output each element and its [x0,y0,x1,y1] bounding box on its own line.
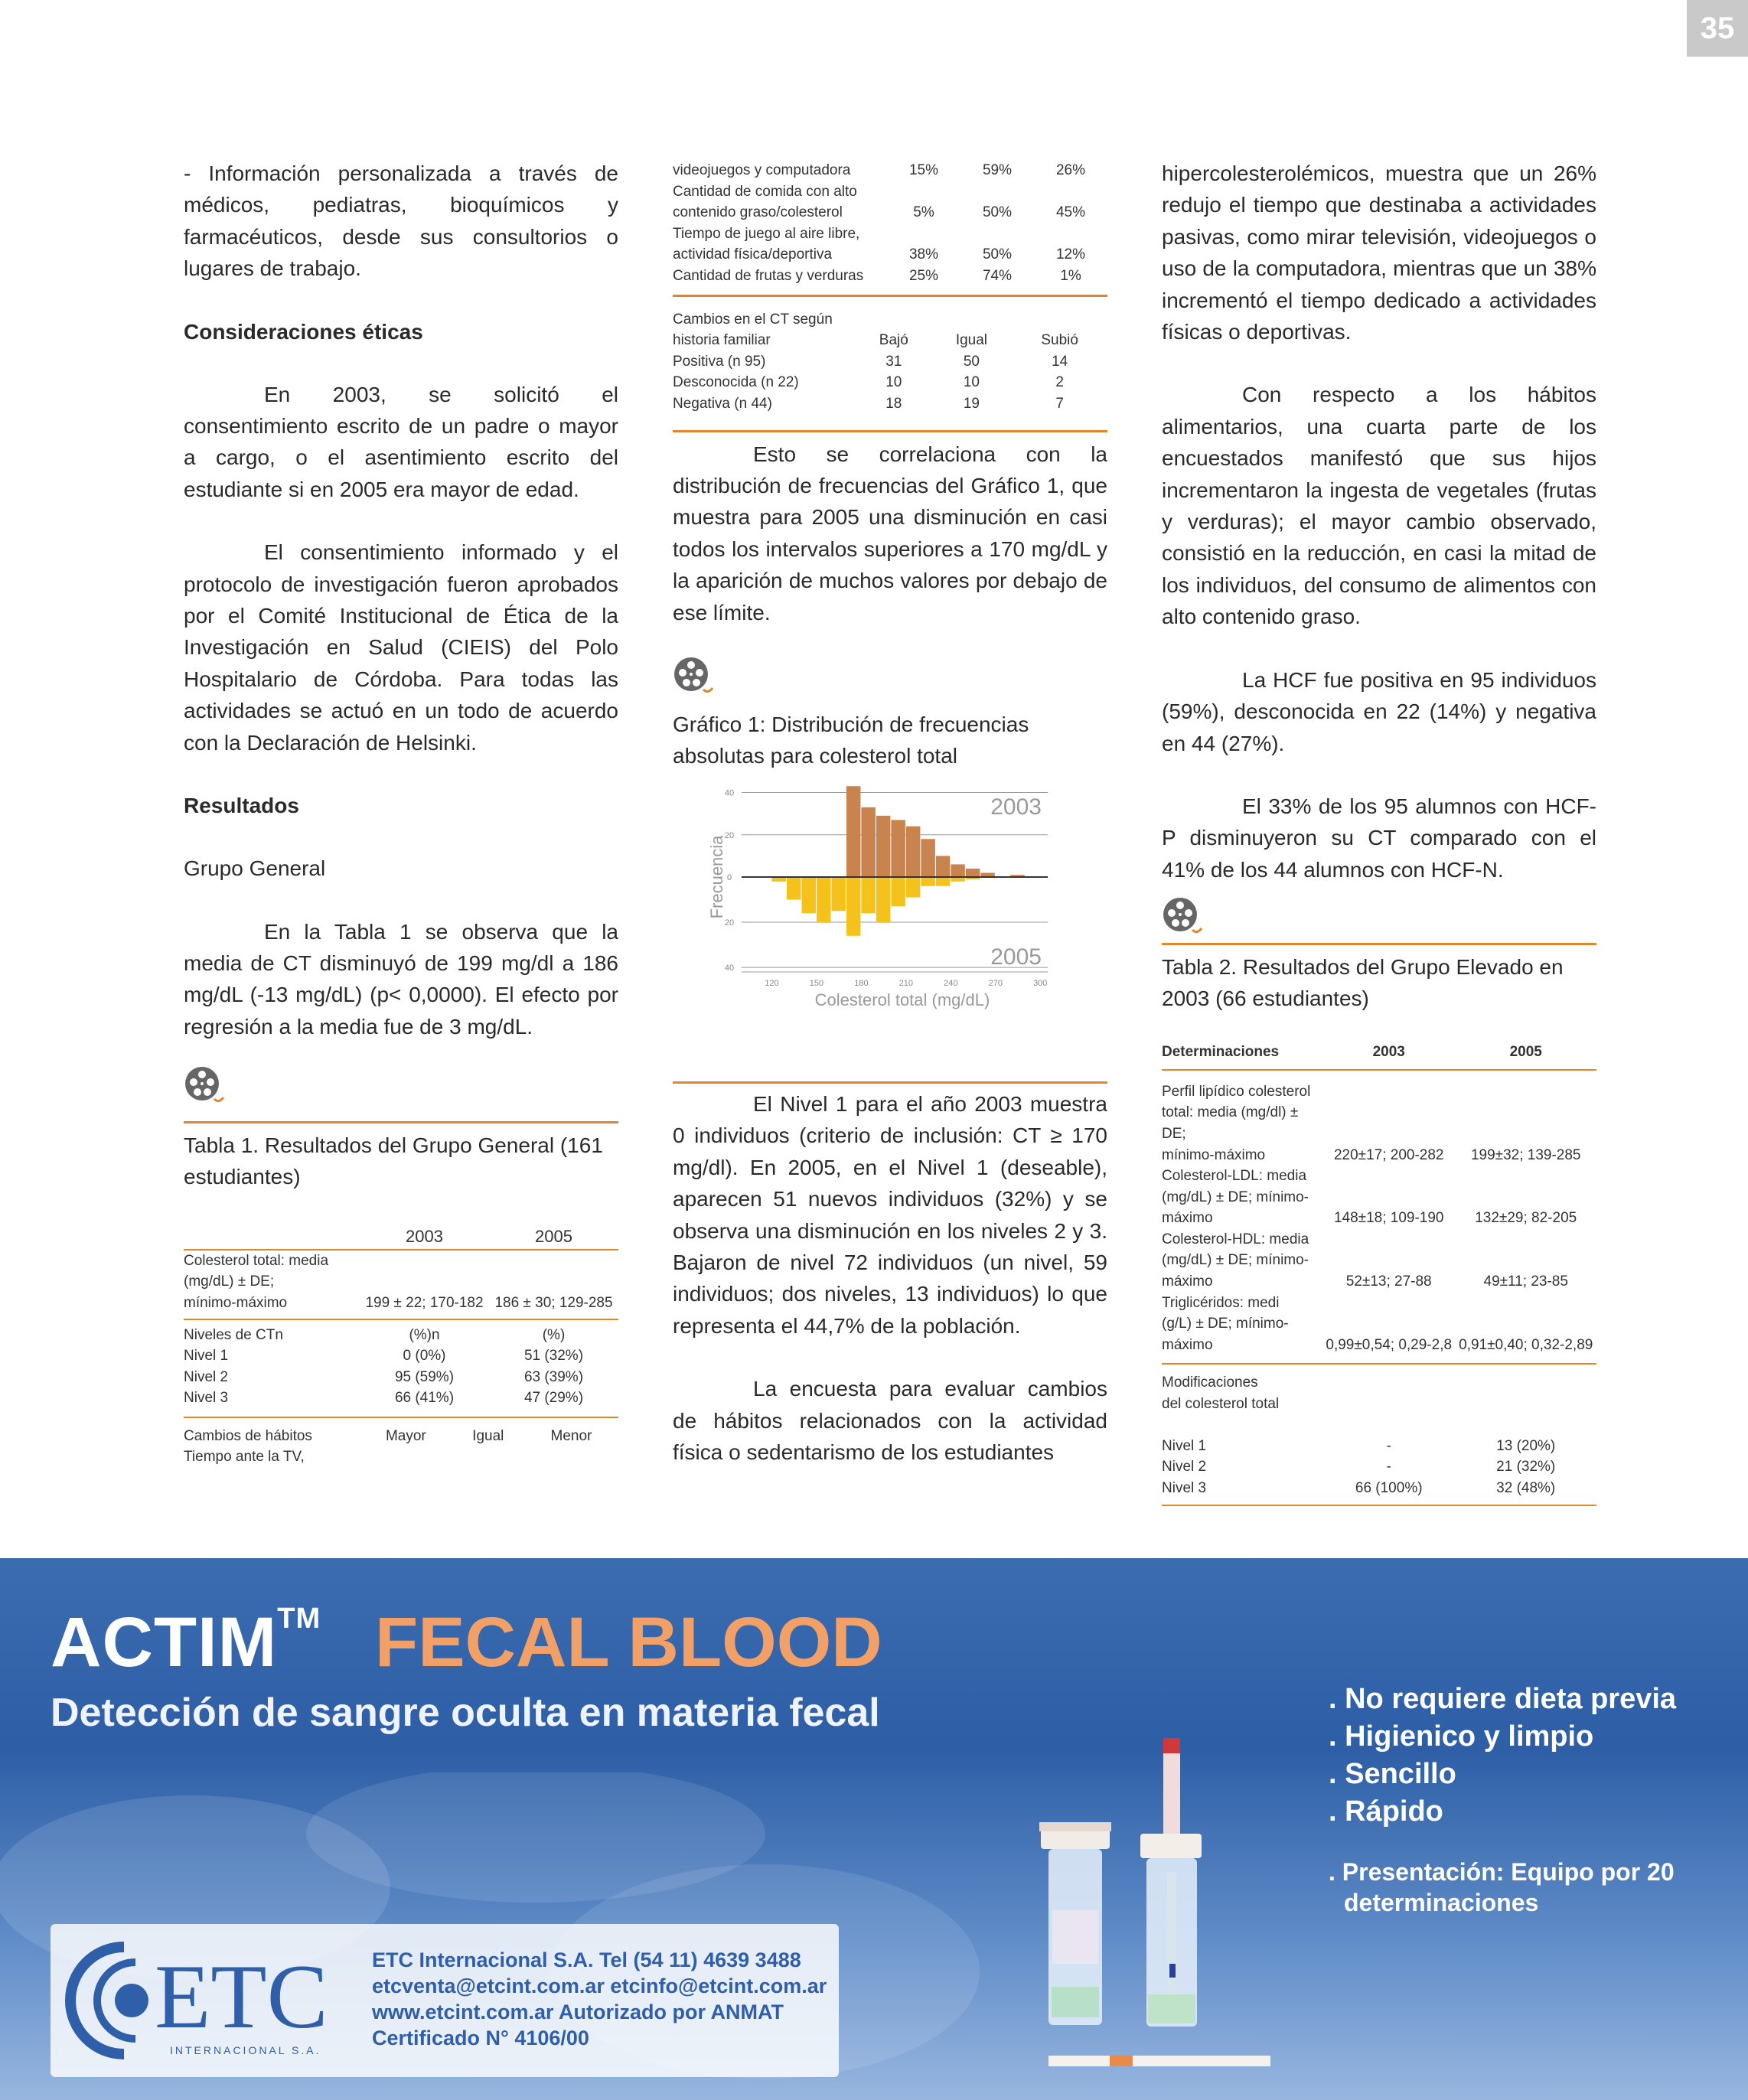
x-axis-label: Colesterol total (mg/dL) [814,990,990,1009]
chart-caption: Gráfico 1: Distribución de frecuencias absolutas para colesterol total [673,712,1029,768]
table-1 [184,1226,618,1426]
table-row: Perfil lipídico colesterol total: media (mg/dl) ± DE; mínimo-máximo 220±17; 200-282 199±32; 139-285 [1162,1083,1581,1163]
table-row: Desconocida (n 22) 10 10 2 [673,374,1064,391]
paragraph-33-percent: El 33% de los 95 alumnos con HCF-P disminuyeron su CT comparado con el 41% de los 44 alumnos con HCF-N. [1162,794,1596,882]
table1-habits-label: Cambios de hábitos [184,1427,312,1444]
table-row: Colesterol-HDL: media (mg/dL) ± DE; mínimo- máximo 52±13; 27-88 49±11; 23-85 [1162,1231,1568,1290]
column-1 [184,158,618,1468]
bar-2005 [891,877,905,906]
bar-2003 [891,820,905,877]
column-2 [673,158,1107,1468]
series-label-2005: 2005 [990,944,1042,970]
y-tick-label: 0 [726,872,732,882]
table1-caption: Tabla 1. Resultados del Grupo General (161 estudiantes) [184,1133,603,1189]
film-reel-icon [184,1065,225,1107]
ad-bullet: . Sencillo [1329,1758,1456,1790]
table1-habits-menor: Menor [550,1427,592,1444]
ct-history-header: historia familiar [673,332,771,349]
company-phone: ETC Internacional S.A. Tel (54 11) 4639 3488 [372,1948,801,1971]
table2-mod-label: del colesterol total [1162,1396,1280,1413]
table-row: Negativa (n 44) 18 19 7 [673,395,1064,412]
paragraph-correlation: Esto se correlaciona con la distribución de frecuencias del Gráfico 1, que muestra para 2005 una disminución en casi todos los intervalos superiores a 170 mg/dL y la aparición de muchos valores por debajo de ese límite. [673,442,1107,624]
ad-bullets [1329,1681,1676,1831]
bar-2003 [936,856,950,877]
ct-col-igual: Igual [955,332,988,349]
table-row: Nivel 2 95 (59%) 63 (39%) [184,1368,584,1385]
bar-2003 [906,827,920,877]
table1-ct-label: (mg/dL) ± DE; [184,1273,275,1290]
x-tick-label: 270 [988,978,1003,988]
table1-cell: (%)n [409,1326,440,1343]
heading-results: Resultados [184,794,299,818]
table2-col-2005: 2005 [1509,1044,1542,1061]
bar-2005 [801,877,815,913]
bar-2005 [817,877,830,922]
bar-2003 [951,864,964,877]
table-row: Colesterol-LDL: media (mg/dL) ± DE; mínimo- máximo 148±18; 109-190 132±29; 82-205 [1162,1168,1577,1227]
y-tick-label: 20 [724,918,735,928]
table-row: Nivel 3 66 (41%) 47 (29%) [184,1390,584,1407]
table1-cell: (%) [542,1326,566,1343]
film-reel-icon [673,656,714,697]
paragraph-hcf: La HCF fue positiva en 95 individuos (59%), desconocida en 22 (14%) y negativa en 44 (27%). [1162,667,1596,755]
table-row: Positiva (n 95) 31 50 14 [673,353,1068,370]
y-tick-label: 40 [724,788,735,798]
table2-col-det: Determinaciones [1162,1044,1280,1061]
y-axis-label: Frecuencia [707,835,726,919]
table1-ct-label: mínimo-máximo [184,1294,288,1311]
bar-2005 [861,877,875,913]
table-1-habits-header [184,1426,618,1468]
table1-ct-label: Colesterol total: media [184,1252,329,1269]
table1-cell: 199 ± 22; 170-182 [365,1294,484,1311]
table1-cell: 186 ± 30; 129-285 [494,1294,613,1311]
page-number: 35 [1687,0,1748,57]
frequency-chart [673,781,1107,1033]
ad-presentation-line: determinaciones [1344,1889,1539,1916]
ct-history-header: Cambios en el CT según [673,311,833,328]
paragraph-survey: La encuesta para evaluar cambios de hábitos relacionados con la actividad física o sedentarismo de los estudiantes [673,1377,1107,1465]
table-row: Nivel 2 - 21 (32%) [1162,1459,1556,1476]
table2-mod-label: Modificaciones [1162,1374,1258,1391]
bar-2005 [876,877,890,922]
table1-habits-igual: Igual [472,1427,504,1444]
table-ct-family-history [673,309,1107,415]
x-tick-label: 150 [809,978,824,988]
advertisement-banner [0,1558,1748,2100]
table-2 [1162,1042,1596,1512]
bar-2005 [831,877,845,911]
table1-levels-header: Niveles de CTn [184,1326,283,1343]
ct-col-bajo: Bajó [879,332,908,349]
film-reel-icon [1162,896,1203,938]
bar-2003 [921,839,934,877]
bar-2003 [966,869,980,877]
company-email: etcventa@etcint.com.ar etcinfo@etcint.com.ar [372,1974,827,1997]
paragraph-information: - Información personalizada a través de médicos, pediatras, bioquímicos y farmacéuticos, desde sus consultorios o lugares de trabajo. [184,161,618,281]
ad-bullet: . Higienico y limpio [1329,1720,1594,1753]
bar-2003 [861,807,875,877]
column-3 [1162,158,1596,1512]
etc-logo-subtext: INTERNACIONAL S.A. [170,2044,321,2056]
series-label-2003: 2003 [990,794,1042,820]
bar-2005 [921,877,934,886]
bar-2003 [846,786,860,877]
paragraph-consent: En 2003, se solicitó el consentimiento escrito de un padre o mayor a cargo, o el asentimiento escrito del estudiante si en 2005 era mayor de edad. [184,382,618,501]
etc-logo [63,1932,384,2069]
table-row: Cantidad de frutas y verduras 25% 74% 1% [673,267,1081,284]
table-row: Nivel 1 0 (0%) 51 (32%) [184,1348,584,1365]
y-tick-label: 20 [724,830,735,840]
company-info-box [51,1924,839,2077]
bar-2003 [876,816,890,877]
bar-2005 [787,877,801,900]
y-tick-label: 40 [724,964,735,973]
paragraph-hypercholesterolemic: hipercolesterolémicos, muestra que un 26% redujo el tiempo que destinaba a actividades pasivas, como mirar televisión, videojuegos o uso de la computadora, mientras que un 38% incrementó el tiempo dedicado a actividades físicas o deportivas. [1162,161,1596,344]
company-contact [372,1947,827,2051]
ad-presentation [1329,1857,1675,1918]
bar-2005 [906,877,920,898]
table2-col-2003: 2003 [1372,1044,1405,1061]
test-kit-image [1018,1734,1293,2094]
table-row: Cantidad de comida con alto contenido graso/colesterol 5% 50% 45% [673,183,1086,221]
table1-col-2005: 2005 [535,1227,572,1247]
ad-title-brand: ACTIM™ [51,1603,321,1681]
subheading-general-group: Grupo General [184,856,326,881]
ad-presentation-line: . Presentación: Equipo por 20 [1329,1858,1675,1886]
x-tick-label: 120 [765,978,779,988]
paragraph-protocol: El consentimiento informado y el protocolo de investigación fueron aprobados por el Comité Institucional de Ética de la Investigación en Salud (CIEIS) del Polo Hospitalario de Córdoba. Para todas las actividades se actuó en un todo de acuerdo con la Declaración de Helsinki. [184,540,618,755]
company-website: www.etcint.com.ar Autorizado por ANMAT [372,2001,784,2023]
company-certificate: Certificado N° 4106/00 [372,2027,589,2049]
ct-col-subio: Subió [1041,332,1078,349]
paragraph-nivel1: El Nivel 1 para el año 2003 muestra 0 individuos (criterio de inclusión: CT ≥ 170 mg/dl). En 2005, en el Nivel 1 (deseable), aparecen 51 nuevos individuos (32%) y se observa una disminución en los niveles 2 y 3. Bajaron de nivel 72 individuos (un nivel, 59 individuos; dos niveles, 13 individuos) lo que representa el 44,7% de la población. [673,1091,1107,1338]
paragraph-table1-summary: En la Tabla 1 se observa que la media de CT disminuyó de 199 mg/dl a 186 mg/dL (-13 mg/dL) (p< 0,0000). El efecto por regresión a la media fue de 3 mg/dL. [184,919,618,1039]
ad-bullet: . No requiere dieta previa [1329,1683,1677,1715]
heading-ethics: Consideraciones éticas [184,319,423,344]
x-tick-label: 240 [944,978,958,988]
bar-2005 [846,877,860,936]
ad-subtitle: Detección de sangre oculta en materia fecal [51,1691,880,1735]
table1-habits-mayor: Mayor [385,1427,426,1444]
paragraph-dietary-habits: Con respecto a los hábitos alimentarios, una cuarta parte de los encuestados manifestó que sus hijos incrementaron la ingesta de vegetales (frutas y verduras); el mayor cambio observado, consistió en la reducción, en casi la mitad de los individuos, del consumo de alimentos con alto contenido graso. [1162,383,1596,629]
table-row: Nivel 3 66 (100%) 32 (48%) [1162,1479,1556,1496]
x-tick-label: 180 [854,978,869,988]
table2-caption: Tabla 2. Resultados del Grupo Elevado en 2003 (66 estudiantes) [1162,955,1564,1011]
bar-2005 [936,877,950,886]
x-tick-label: 210 [898,978,914,988]
table1-col-2003: 2003 [406,1227,443,1247]
table-row: Triglicéridos: medi (g/L) ± DE; mínimo- máximo 0,99±0,54; 0,29-2,8 0,91±0,40; 0,32-2,89 [1162,1294,1593,1353]
x-tick-label: 300 [1033,978,1048,988]
table-row: Tiempo de juego al aire libre, actividad física/deportiva 38% 50% 12% [673,225,1086,263]
table-1-habits [673,160,1107,287]
ad-bullet: . Rápido [1329,1795,1443,1828]
table-row: Nivel 1 - 13 (20%) [1162,1437,1556,1454]
etc-logo-text: ETC [155,1945,328,2047]
ad-title-product: FECAL BLOOD [375,1603,882,1681]
table-row: videojuegos y computadora 15% 59% 26% [673,162,1086,178]
table1-tv-label: Tiempo ante la TV, [184,1449,305,1466]
